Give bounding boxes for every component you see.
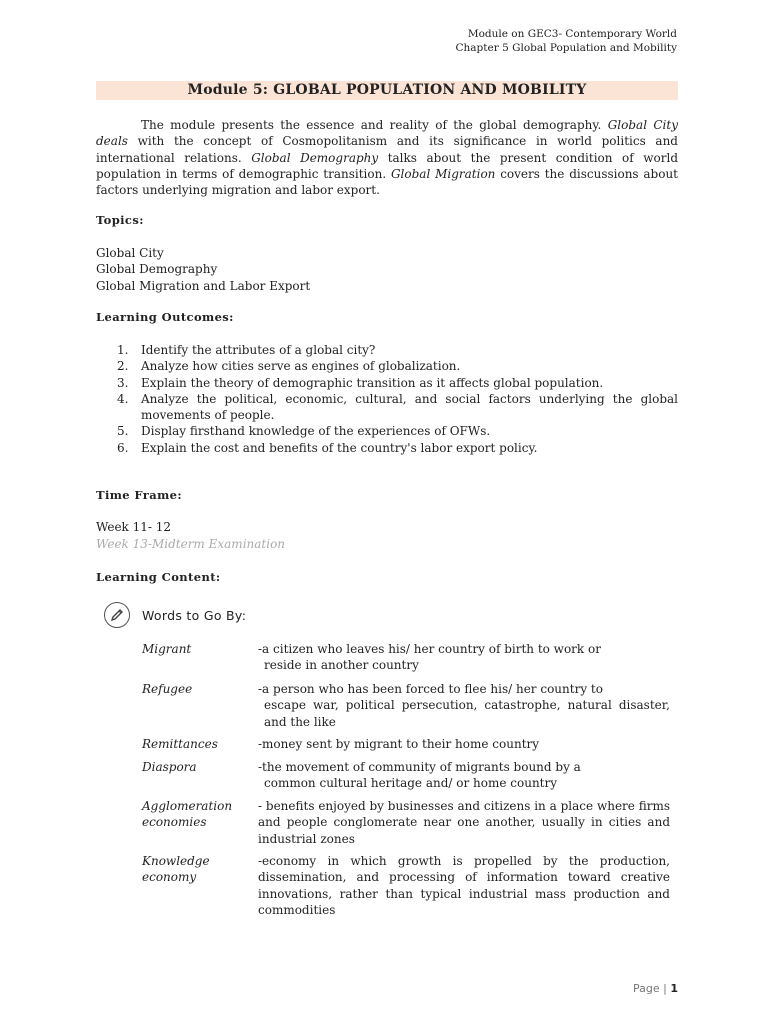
definition-continuation: reside in another country: [264, 658, 419, 673]
intro-italic-global-demography: Global Demography: [251, 150, 379, 165]
definition-continuation: escape war, political persecution, catastrophe, natural disaster, and the like: [264, 698, 670, 729]
term-remittances: Remittances: [142, 737, 218, 751]
outcome-text: Identify the attributes of a global city?: [141, 343, 376, 357]
week-range: Week 11- 12: [96, 520, 172, 534]
term-refugee: Refugee: [142, 682, 193, 696]
intro-paragraph: [96, 117, 678, 198]
learning-outcomes-list: [96, 342, 678, 456]
definition-agglomeration-economies: - benefits enjoyed by businesses and citizens in a place where firms and people conglomerate near one another, usually in cities and industrial zones: [258, 799, 670, 846]
definition-migrant: [258, 641, 670, 674]
words-to-go-by-header: [104, 602, 246, 628]
term-agglomeration-economies: Agglomeration economies: [142, 799, 233, 830]
module-title: Module 5: GLOBAL POPULATION AND MOBILITY: [96, 81, 678, 100]
definition-diaspora: [258, 759, 670, 792]
outcome-item: [96, 375, 678, 391]
outcome-number: 6.: [117, 440, 129, 455]
outcome-text: Analyze the political, economic, cultural, and social factors underlying the global movements of people.: [141, 391, 678, 423]
definition-first-line: -money sent by migrant to their home country: [258, 737, 540, 751]
outcome-item: [96, 358, 678, 374]
outcome-item: [96, 342, 678, 358]
intro-italic-global-city: Global City deals: [96, 118, 678, 149]
outcome-number: 1.: [117, 343, 129, 357]
midterm-week: Week 13-Midterm Examination: [96, 537, 286, 551]
time-frame-heading: Time Frame:: [96, 488, 183, 502]
intro-text-1: The module presents the essence and reality of the global demography.: [141, 118, 608, 132]
definition-first-line: -a person who has been forced to flee his/ her country to: [258, 682, 603, 696]
intro-text-3: talks about the present condition of world population in terms of demographic transition.: [96, 150, 678, 181]
intro-text-4: covers the discussions about factors underlying migration and labor export.: [96, 166, 678, 198]
definition-refugee: [258, 681, 670, 730]
topic-item: Global City: [96, 246, 164, 260]
page-header: [456, 27, 678, 55]
outcome-number: 3.: [117, 375, 129, 390]
header-module-line: Module on GEC3- Contemporary World: [467, 28, 677, 40]
topic-item: Global Migration and Labor Export: [96, 278, 311, 293]
term-migrant: Migrant: [142, 642, 192, 656]
outcome-number: 5.: [117, 424, 129, 439]
definition-first-line: -a citizen who leaves his/ her country of birth to work or: [258, 642, 601, 656]
outcome-number: 2.: [117, 359, 129, 374]
topic-item: Global Demography: [96, 262, 218, 277]
outcome-item: [96, 391, 678, 424]
page-separator: |: [659, 982, 671, 995]
outcome-text: Explain the theory of demographic transition as it affects global population.: [141, 375, 604, 390]
definition-remittances: [258, 736, 670, 752]
definition-continuation: common cultural heritage and/ or home country: [264, 776, 558, 791]
page-number: 1: [670, 982, 678, 995]
page-label: Page: [633, 982, 660, 995]
header-chapter-line: Chapter 5 Global Population and Mobility: [455, 42, 677, 54]
outcome-item: [96, 423, 678, 439]
intro-italic-global-migration: Global Migration: [390, 166, 496, 181]
definition-knowledge-economy: -economy in which growth is propelled by the production, dissemination, and processing of information toward creative innovations, rather than typical industrial mass production and commodities: [258, 854, 670, 917]
outcome-text: Analyze how cities serve as engines of globalization.: [141, 359, 461, 374]
pencil-icon: [104, 602, 130, 628]
words-to-go-by-title: Words to Go By:: [142, 607, 247, 623]
topics-heading: Topics:: [96, 213, 144, 227]
term-knowledge-economy: Knowledge economy: [142, 854, 210, 885]
outcome-number: 4.: [117, 391, 129, 406]
definition-first-line: -the movement of community of migrants bound by a: [258, 760, 581, 774]
page-footer: [633, 982, 678, 995]
outcome-text: Display firsthand knowledge of the experiences of OFWs.: [141, 424, 491, 439]
term-diaspora: Diaspora: [142, 760, 197, 774]
outcome-text: Explain the cost and benefits of the country's labor export policy.: [141, 440, 538, 455]
learning-outcomes-heading: Learning Outcomes:: [96, 310, 234, 324]
learning-content-heading: Learning Content:: [96, 570, 221, 584]
topics-list: [96, 245, 310, 294]
intro-text-2: with the concept of Cosmopolitanism and its significance in world politics and international relations.: [96, 134, 678, 165]
outcome-item: [96, 440, 678, 456]
